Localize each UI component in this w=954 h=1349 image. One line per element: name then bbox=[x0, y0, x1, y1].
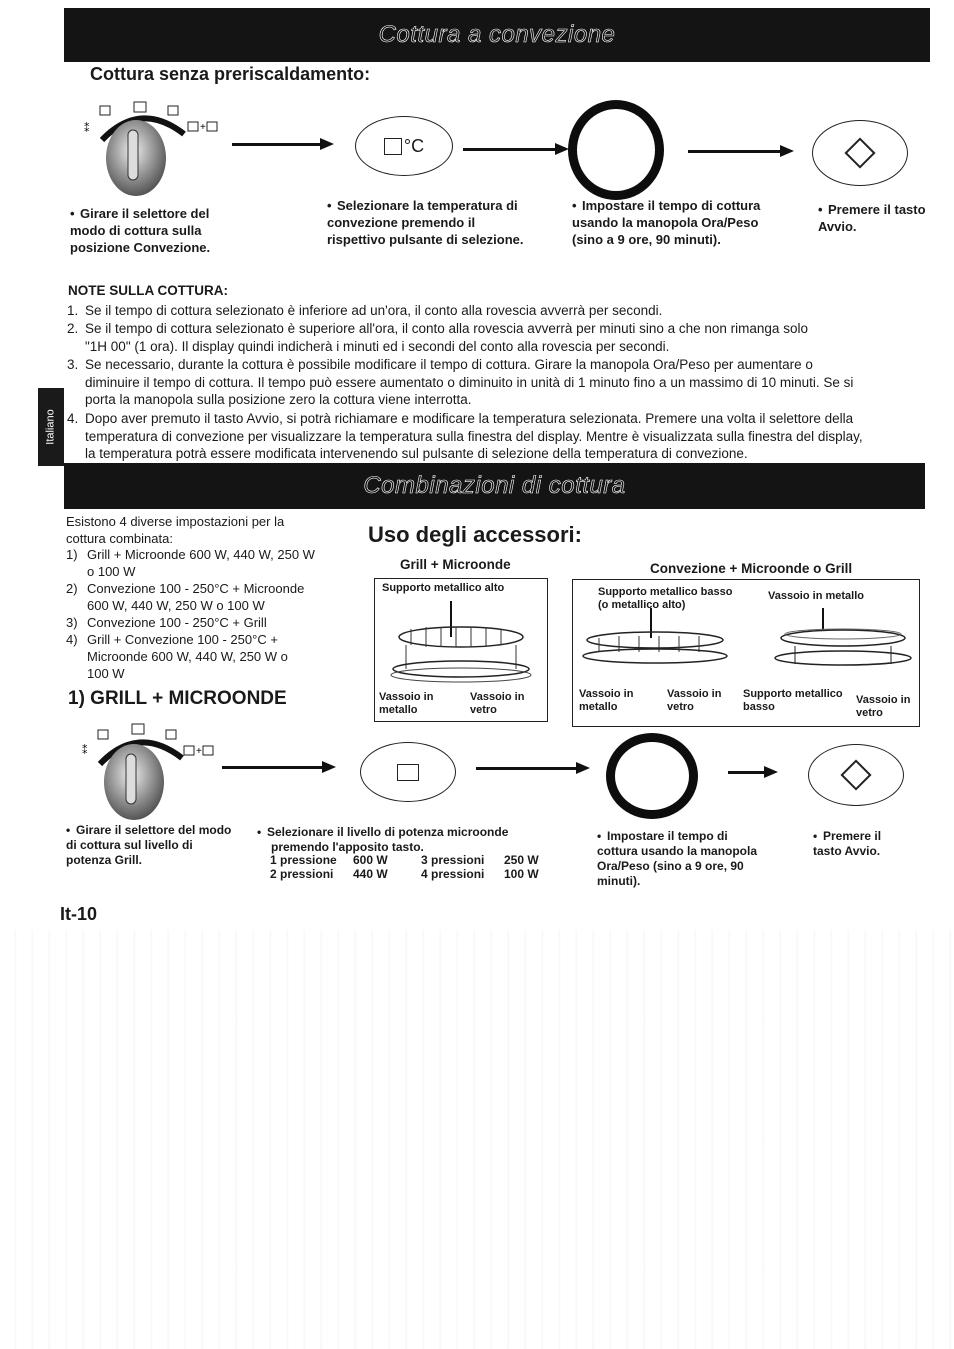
start-button[interactable] bbox=[812, 120, 908, 186]
time-dial-icon[interactable] bbox=[606, 733, 698, 819]
rack-label: Supporto metallico basso (o metallico alto) bbox=[598, 586, 733, 611]
start-icon bbox=[844, 137, 875, 168]
power-table bbox=[270, 853, 550, 881]
step-4: • Premere il tasto Avvio. bbox=[813, 829, 882, 858]
flow-arrow bbox=[476, 767, 580, 770]
acc1-title: Grill + Microonde bbox=[400, 557, 511, 572]
tray-label: Vassoio in metallo bbox=[768, 590, 864, 602]
power-row: 1 pressione 600 W 3 pressioni 250 W bbox=[270, 853, 539, 867]
step-text: Impostare il tempo di cottura usando la manopola Ora/Peso (sino a 9 ore, 90 minuti). bbox=[597, 829, 758, 888]
tray-label: Vassoio in vetro bbox=[856, 694, 911, 719]
banner-title: Combinazioni di cottura bbox=[363, 472, 626, 499]
page-number: It-10 bbox=[60, 904, 98, 924]
section-subtitle: Cottura senza preriscaldamento: bbox=[90, 64, 371, 84]
step-2: • Selezionare la temperatura di convezione premendo il rispettivo pulsante di selezione. bbox=[327, 198, 524, 247]
accessories-title: Uso degli accessori: bbox=[368, 522, 582, 547]
step-text: Premere il tasto Avvio. bbox=[813, 829, 882, 858]
svg-text:+: + bbox=[200, 122, 206, 133]
section-banner-convection bbox=[64, 8, 930, 62]
temp-unit: °C bbox=[403, 135, 425, 156]
rack-label: Supporto metallico basso bbox=[743, 688, 843, 713]
step-text: Selezionare la temperatura di convezione premendo il rispettivo pulsante di selezione. bbox=[327, 198, 524, 247]
flow-arrow bbox=[222, 766, 326, 769]
mode-dial-icon bbox=[80, 100, 230, 200]
rack-label: Supporto metallico alto bbox=[382, 582, 505, 594]
language-tab: Italiano bbox=[38, 388, 64, 466]
start-icon bbox=[840, 759, 871, 790]
step-4: • Premere il tasto Avvio. bbox=[818, 202, 926, 234]
time-dial-icon[interactable] bbox=[568, 100, 664, 200]
flow-arrow bbox=[463, 148, 559, 151]
mode-item: 2) Convezione 100 - 250°C + Microonde 600 W, 440 W, 250 W o 100 W bbox=[66, 581, 305, 613]
step-text: Girare il selettore del modo di cottura sulla posizione Convezione. bbox=[70, 206, 211, 255]
flow-arrow bbox=[728, 771, 768, 774]
start-button[interactable] bbox=[808, 744, 904, 806]
power-row: 2 pressioni 440 W 4 pressioni 100 W bbox=[270, 867, 539, 881]
step-3: • Impostare il tempo di cottura usando la manopola Ora/Peso (sino a 9 ore, 90 minuti). bbox=[597, 829, 758, 888]
mode-item: 4) Grill + Convezione 100 - 250°C + Microonde 600 W, 440 W, 250 W o 100 W bbox=[66, 632, 288, 681]
banner-title: Cottura a convezione bbox=[378, 21, 616, 48]
flow-arrow bbox=[232, 143, 324, 146]
scan-background bbox=[0, 930, 954, 1349]
svg-text:+: + bbox=[196, 746, 202, 757]
microwave-power-button[interactable] bbox=[360, 742, 456, 802]
acc2-title: Convezione + Microonde o Grill bbox=[650, 561, 853, 576]
accessory-box-convection bbox=[572, 579, 920, 727]
section-banner-combination bbox=[64, 463, 925, 509]
tray-label: Vassoio in metallo bbox=[579, 688, 634, 713]
tray-label: Vassoio in metallo bbox=[379, 691, 434, 716]
step-text: Impostare il tempo di cottura usando la manopola Ora/Peso (sino a 9 ore, 90 minuti). bbox=[572, 198, 761, 247]
combination-modes bbox=[66, 546, 356, 682]
step-text: Selezionare il livello di potenza microonde bbox=[267, 825, 509, 839]
step-text: Premere il tasto Avvio. bbox=[818, 202, 926, 234]
accessory-box-grill bbox=[374, 578, 548, 722]
step-2: • Selezionare il livello di potenza microonde premendo l'apposito tasto. bbox=[257, 825, 509, 854]
grill-microwave-heading: 1) GRILL + MICROONDE bbox=[68, 688, 287, 709]
svg-text:⁑: ⁑ bbox=[84, 122, 90, 135]
mode-item: 1) Grill + Microonde 600 W, 440 W, 250 W o 100 W bbox=[66, 547, 315, 579]
step-text: Girare il selettore del modo di cottura sul livello di potenza Grill. bbox=[66, 823, 232, 867]
mode-dial-icon bbox=[80, 722, 230, 822]
notes-title: NOTE SULLA COTTURA: bbox=[68, 283, 228, 298]
convection-temp-button[interactable] bbox=[355, 116, 453, 176]
tray-label: Vassoio in vetro bbox=[470, 691, 525, 716]
step-1: • Girare il selettore del modo di cottura sulla posizione Convezione. bbox=[70, 206, 211, 255]
mode-item: 3) Convezione 100 - 250°C + Grill bbox=[66, 615, 267, 630]
svg-text:⁑: ⁑ bbox=[82, 744, 88, 757]
microwave-icon bbox=[397, 764, 419, 781]
step-1: • Girare il selettore del modo di cottura sul livello di potenza Grill. bbox=[66, 823, 232, 867]
convection-icon bbox=[384, 138, 402, 155]
high-rack-illustration bbox=[381, 597, 541, 687]
tray-label: Vassoio in vetro bbox=[667, 688, 722, 713]
combination-intro: Esistono 4 diverse impostazioni per la cottura combinata: bbox=[66, 514, 285, 546]
flow-arrow bbox=[688, 150, 784, 153]
notes-list: 1. Se il tempo di cottura selezionato è inferiore ad un'ora, il conto alla rovescia avverrà per secondi. 2. Se il tempo di cottura selezionato è superiore all'ora, il conto alla rovescia avverrà per minuti sino a che non rimanga solo "1H 00" (1 ora). Il display quindi indicherà i minuti ed i secondi del conto alla rovescia per secondi. 3. Se necessario, durante la cottura è possibile modificare il tempo di cottura. Girare la manopola Ora/Peso per aumentare o diminuire il tempo di cottura. Il tempo può essere aumentato o diminuito in unità di 1 minuto fino a un massimo di 10 minuti. Se si porta la manopola sulla posizione zero la cottura viene interrotta. 4. Dopo aver premuto il tasto Avvio, si potrà richiamare e modificare la temperatura selezionata. Premere una volta il selettore della temperatura di convezione per visualizzare la temperatura sulla finestra del display. Mentre è visualizzata sulla finestra del display, la temperatura potrà essere modificata intervenendo sul pulsante di selezione della temperatura di convezione. bbox=[67, 303, 863, 461]
low-rack-illustration bbox=[579, 608, 915, 688]
step-3: • Impostare il tempo di cottura usando la manopola Ora/Peso (sino a 9 ore, 90 minuti). bbox=[572, 198, 761, 247]
